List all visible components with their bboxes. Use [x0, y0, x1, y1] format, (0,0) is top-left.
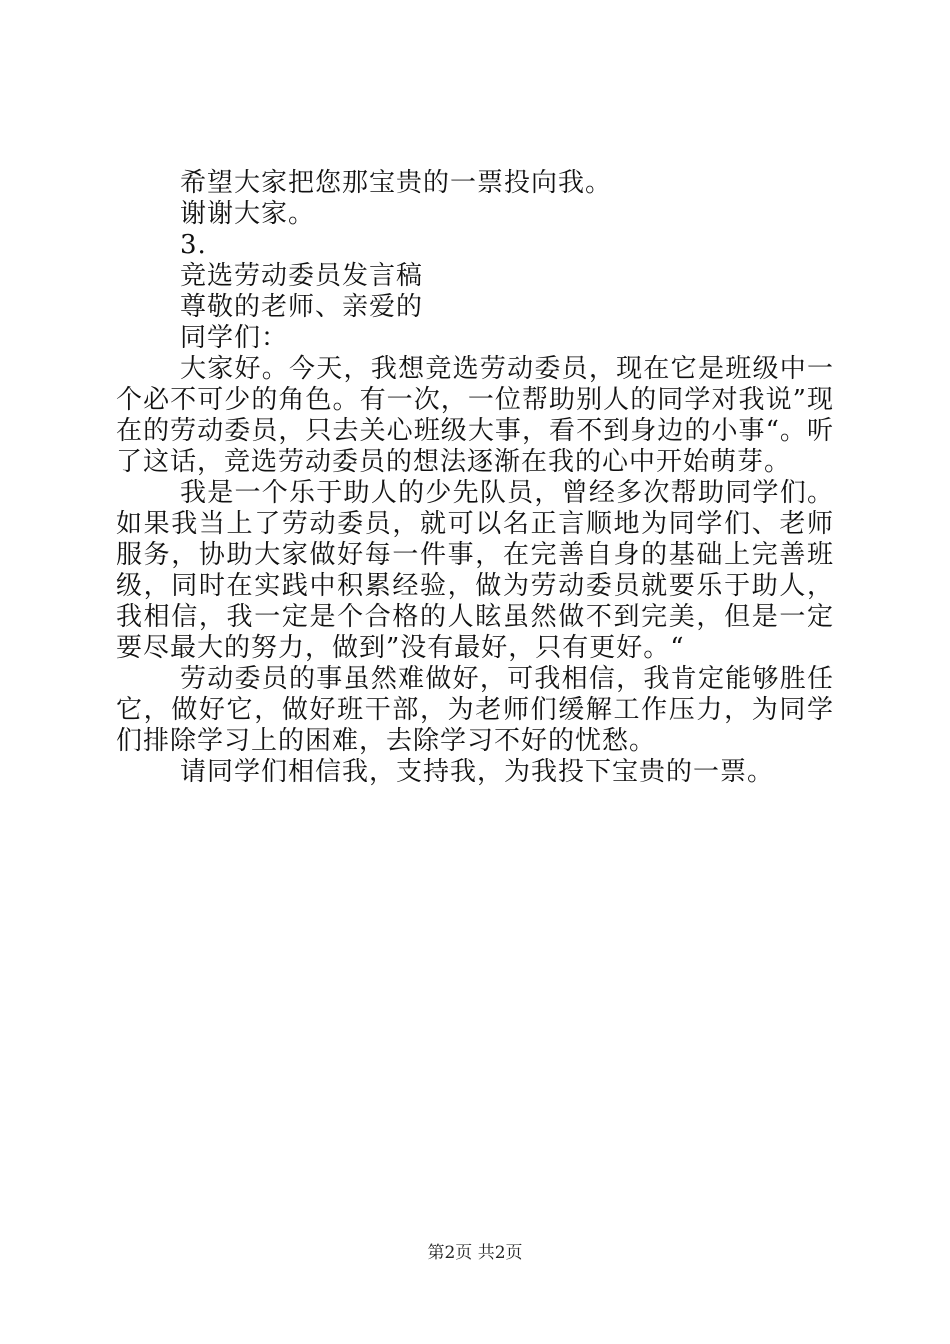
salutation-line-1: 尊敬的老师、亲爱的	[180, 292, 424, 322]
document-body	[116, 168, 834, 788]
paragraph-intro: 大家好。今天，我想竞选劳动委员，现在它是班级中一个必不可少的角色。有一次，一位帮助别人的同学对我说”现在的劳动委员，只去关心班级大事，看不到身边的小事“。听了这话，竞选劳动委员的想法逐渐在我的心中开始萌芽。	[116, 354, 834, 477]
speech-title: 竞选劳动委员发言稿	[180, 261, 424, 291]
closing-line: 希望大家把您那宝贵的一票投向我。	[180, 168, 613, 198]
paragraph-closing: 请同学们相信我，支持我，为我投下宝贵的一票。	[180, 757, 775, 787]
salutation-line-2: 同学们：	[180, 323, 289, 353]
page-footer: 第2页 共2页	[427, 1243, 523, 1263]
section-number: 3.	[180, 230, 207, 260]
paragraph-commitment: 劳动委员的事虽然难做好，可我相信，我肯定能够胜任它，做好它，做好班干部，为老师们缓解工作压力，为同学们排除学习上的困难，去除学习不好的忧愁。	[116, 664, 834, 756]
paragraph-qualities: 我是一个乐于助人的少先队员，曾经多次帮助同学们。如果我当上了劳动委员，就可以名正言顺地为同学们、老师服务，协助大家做好每一件事，在完善自身的基础上完善班级，同时在实践中积累经验，做为劳动委员就要乐于助人，我相信，我一定是个合格的人眩虽然做不到完美，但是一定要尽最大的努力，做到”没有最好，只有更好。“	[116, 478, 834, 663]
thanks-line: 谢谢大家。	[180, 199, 316, 229]
